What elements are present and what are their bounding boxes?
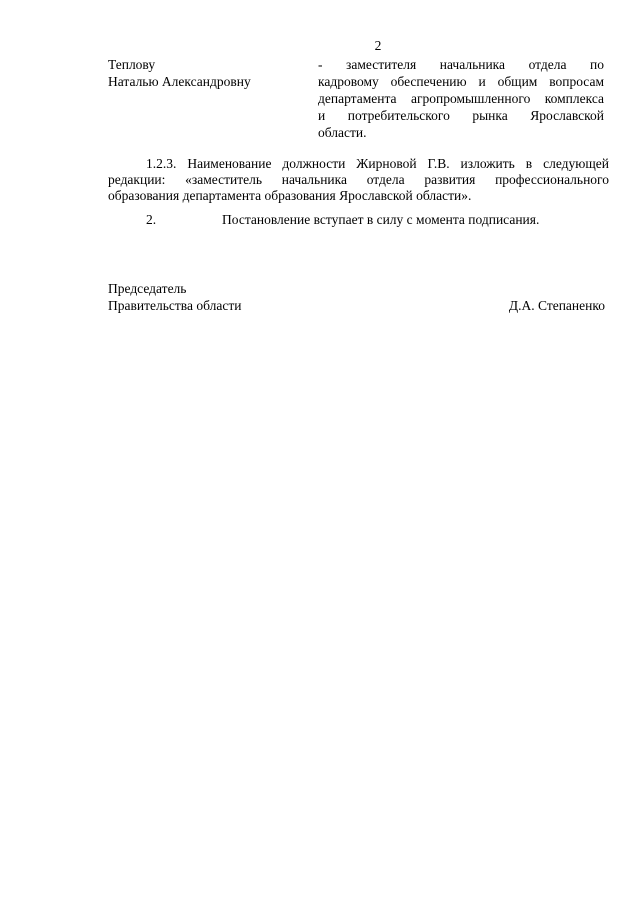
- clause-line: образования департамента образования Ярославской области».: [108, 188, 472, 203]
- page-number: 2: [374, 38, 382, 53]
- signatory-name: Д.А. Степаненко: [508, 298, 605, 313]
- position-line: и потребительского рынка Ярославской: [318, 108, 604, 123]
- appointee-position: [318, 56, 604, 141]
- position-line: кадровому обеспечению и общим вопросам: [318, 74, 604, 89]
- signatory-title-line1: Председатель: [108, 281, 187, 296]
- signature-block: [108, 280, 605, 314]
- position-line: - заместителя начальника отдела по: [318, 57, 604, 72]
- clause-2: [108, 212, 609, 228]
- clause-number: 2.: [146, 212, 157, 227]
- appointee-given-names: Наталью Александровну: [108, 74, 251, 89]
- signatory-title-line2: Правительства области: [108, 298, 242, 313]
- signature-row: [108, 297, 605, 314]
- appointee-surname: Теплову: [108, 57, 156, 72]
- clause-text: Постановление вступает в силу с момента подписания.: [222, 212, 540, 227]
- clause-line: редакции: «заместитель начальника отдела развития профессионального: [108, 172, 609, 187]
- appointee-name: [108, 56, 308, 90]
- position-line: департамента агропромышленного комплекса: [318, 91, 604, 106]
- clause-line: [108, 212, 609, 228]
- position-line: области.: [318, 125, 367, 140]
- clause-1-2-3: [108, 156, 609, 204]
- clause-line: 1.2.3. Наименование должности Жирновой Г.В. изложить в следующей: [146, 156, 609, 171]
